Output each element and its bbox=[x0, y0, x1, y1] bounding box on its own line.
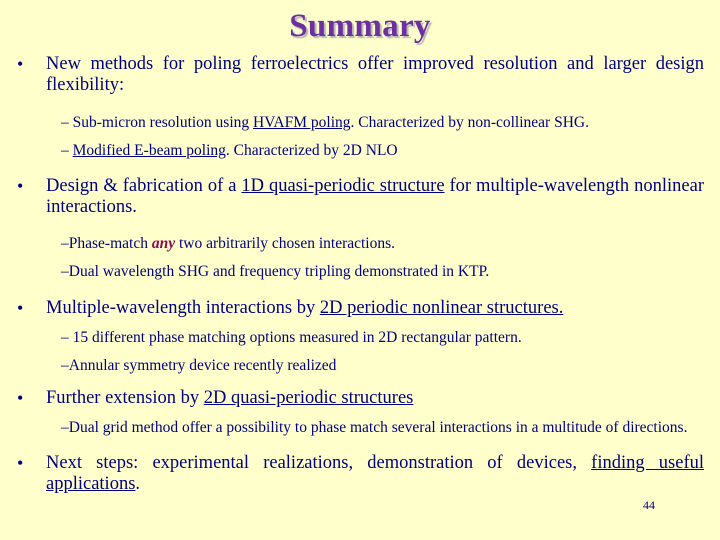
bullet-text: Next steps: experimental realizations, demonstration of devices, bbox=[46, 453, 592, 473]
subpoint-hvafm bbox=[0, 113, 720, 132]
link-2d-quasi-periodic-structures[interactable]: 2D quasi-periodic structures bbox=[203, 388, 414, 408]
bullet-next-steps bbox=[0, 453, 720, 495]
bullet-text: New methods for poling ferroelectrics offer improved resolution and larger design flexibility: bbox=[46, 54, 704, 95]
subpoint-text: –Annular symmetry device recently realized bbox=[61, 357, 337, 374]
page-number: 44 bbox=[643, 498, 655, 512]
subpoint-text: – 15 different phase matching options measured in 2D rectangular pattern. bbox=[61, 329, 522, 346]
bullet-poling-methods bbox=[0, 54, 720, 96]
subpoint-15-options bbox=[0, 328, 720, 347]
link-hvafm-poling[interactable]: HVAFM poling bbox=[253, 114, 351, 131]
subpoint-dual-grid bbox=[0, 418, 720, 437]
link-finding-useful-applications[interactable]: finding useful applications bbox=[46, 453, 705, 494]
subpoint-annular bbox=[0, 356, 720, 375]
subpoint-ebeam bbox=[0, 141, 720, 160]
link-1d-quasi-periodic-structure[interactable]: 1D quasi-periodic structure bbox=[241, 176, 445, 196]
bullet-dot-icon: • bbox=[17, 453, 24, 473]
subpoint-dual-wavelength bbox=[0, 262, 720, 281]
link-modified-ebeam-poling[interactable]: Modified E-beam poling bbox=[72, 142, 226, 159]
subpoint-text: – Sub-micron resolution using bbox=[61, 114, 254, 131]
subpoint-phase-match bbox=[0, 234, 720, 253]
slide-title: Summary bbox=[289, 8, 431, 44]
bullet-1d-quasi-periodic bbox=[0, 176, 720, 218]
subpoint-text: two arbitrarily chosen interactions. bbox=[175, 235, 396, 252]
bullet-text: for multiple-wavelength nonlinear interactions. bbox=[46, 176, 704, 217]
subpoint-text: . Characterized by 2D NLO bbox=[225, 142, 398, 159]
bullet-dot-icon: • bbox=[17, 54, 24, 74]
bullet-2d-quasi-periodic bbox=[0, 388, 720, 409]
bullet-text: Further extension by bbox=[46, 388, 204, 408]
slide-content bbox=[0, 52, 720, 495]
bullet-text: Design & fabrication of a bbox=[46, 176, 242, 196]
bullet-2d-periodic bbox=[0, 298, 720, 319]
bullet-text: . bbox=[135, 474, 141, 494]
subpoint-text: –Dual wavelength SHG and frequency tripling demonstrated in KTP. bbox=[61, 263, 490, 280]
subpoint-text: – bbox=[61, 142, 73, 159]
subpoint-text: . Characterized by non-collinear SHG. bbox=[350, 114, 589, 131]
bullet-dot-icon: • bbox=[17, 176, 24, 196]
bullet-dot-icon: • bbox=[17, 298, 24, 318]
subpoint-text: –Phase-match bbox=[61, 235, 152, 252]
bullet-text: Multiple-wavelength interactions by bbox=[46, 298, 320, 318]
link-2d-periodic-nonlinear-structures[interactable]: 2D periodic nonlinear structures. bbox=[319, 298, 564, 318]
subpoint-text: –Dual grid method offer a possibility to phase match several interactions in a multitude of directions. bbox=[61, 419, 688, 436]
bullet-dot-icon: • bbox=[17, 388, 24, 408]
emphasis-any: any bbox=[151, 235, 176, 252]
